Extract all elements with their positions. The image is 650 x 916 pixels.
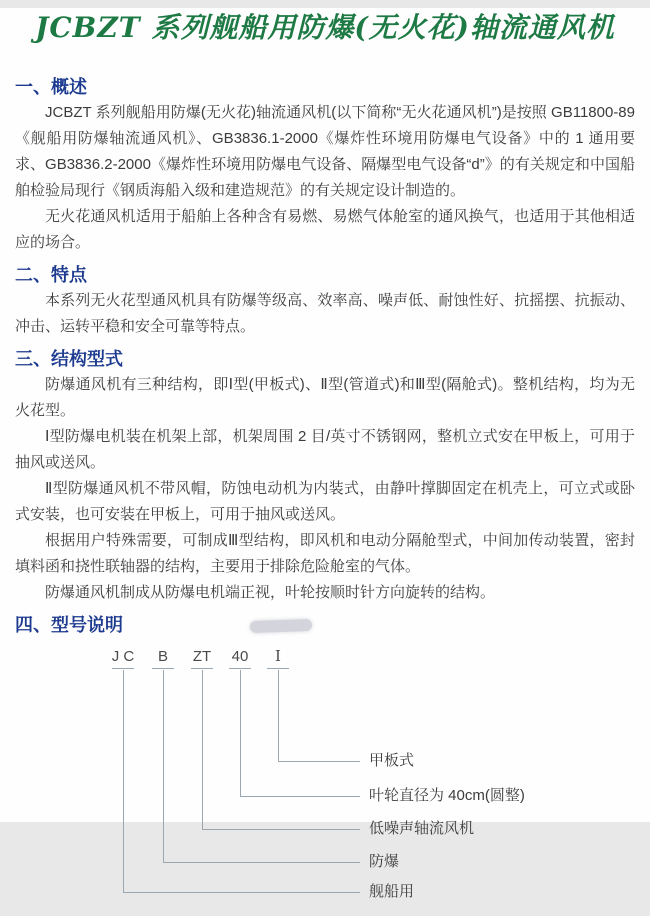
model-code-jc: J C bbox=[101, 648, 145, 665]
model-code-diagram bbox=[15, 646, 635, 916]
scan-smudge-artifact bbox=[250, 619, 312, 633]
overview-paragraph-2: 无火花通风机适用于船舶上各种含有易燃、易燃气体舱室的通风换气，也适用于其他相适应的场合。 bbox=[15, 208, 635, 251]
model-designation-heading-row bbox=[15, 614, 635, 636]
model-code-b: B bbox=[141, 648, 185, 665]
structure-paragraph-3: Ⅱ型防爆通风机不带风帽，防蚀电动机为内装式，由静叶撑脚固定在机壳上，可立式或卧式安装，也可安装在甲板上，可用于抽风或送风。 bbox=[15, 480, 635, 523]
connector-vline-zt bbox=[202, 670, 203, 829]
model-code-zt: ZT bbox=[180, 648, 224, 665]
connector-vline-jc bbox=[123, 670, 124, 892]
connector-hline-deck-type bbox=[278, 761, 360, 762]
connector-vline-b bbox=[163, 670, 164, 862]
connector-hline-impeller-diameter bbox=[240, 796, 360, 797]
overview-paragraph-1: JCBZT 系列舰船用防爆(无火花)轴流通风机(以下简称“无火花通风机”)是按照 GB11800-89《舰船用防爆轴流通风机》、GB3836.1-2000《爆炸性环境用防爆电气设备》中的 1 通用要求、GB3836.2-2000《爆炸性环境用防爆电气设备、隔爆型电气设备“d”》的有关规定和中国船舶检验局现行《钢质海船入级和建造规范》的有关规定设计制造的。 bbox=[15, 104, 635, 199]
connector-hline-low-noise-axial-fan bbox=[202, 829, 360, 830]
structure-paragraph-1: 防爆通风机有三种结构，即Ⅰ型(甲板式)、Ⅱ型(管道式)和Ⅲ型(隔舱式)。整机结构，均为无火花型。 bbox=[15, 376, 635, 419]
diagram-label-deck-type: 甲板式 bbox=[369, 752, 415, 769]
diagram-label-impeller-diameter: 叶轮直径为 40cm(圆整) bbox=[369, 787, 525, 804]
structure-paragraph-4: 根据用户特殊需要，可制成Ⅲ型结构，即风机和电动分隔舱型式，中间加传动装置，密封填料函和挠性联轴器的结构，主要用于排除危险舱室的气体。 bbox=[15, 532, 635, 575]
section-heading-model-designation: 四、型号说明 bbox=[15, 615, 123, 635]
document-page bbox=[0, 8, 650, 900]
connector-hline-marine-use bbox=[123, 892, 360, 893]
structure-paragraph-2: Ⅰ型防爆电机装在机架上部，机架周围 2 目/英寸不锈钢网，整机立式安在甲板上，可用于抽风或送风。 bbox=[15, 428, 635, 471]
document-body bbox=[0, 76, 650, 916]
connector-vline-40 bbox=[240, 670, 241, 796]
model-code-40: 40 bbox=[218, 648, 262, 665]
diagram-label-marine-use: 舰船用 bbox=[369, 883, 415, 900]
section-heading-features: 二、特点 bbox=[15, 265, 87, 285]
page-title: JCBZT 系列舰船用防爆(无火花)轴流通风机 bbox=[35, 11, 615, 44]
diagram-label-low-noise-axial-fan: 低噪声轴流风机 bbox=[369, 820, 475, 837]
structure-paragraph-5: 防爆通风机制成从防爆电机端正视，叶轮按顺时针方向旋转的结构。 bbox=[45, 584, 496, 601]
connector-vline-type-i bbox=[278, 670, 279, 761]
section-heading-structure: 三、结构型式 bbox=[15, 349, 123, 369]
model-code-type-i: Ⅰ bbox=[256, 648, 300, 665]
diagram-label-explosion-proof: 防爆 bbox=[369, 853, 400, 870]
section-heading-overview: 一、概述 bbox=[15, 77, 87, 97]
features-paragraph-1: 本系列无火花型通风机具有防爆等级高、效率高、噪声低、耐蚀性好、抗摇摆、抗振动、冲击、运转平稳和安全可靠等特点。 bbox=[15, 292, 635, 335]
connector-hline-explosion-proof bbox=[163, 862, 360, 863]
